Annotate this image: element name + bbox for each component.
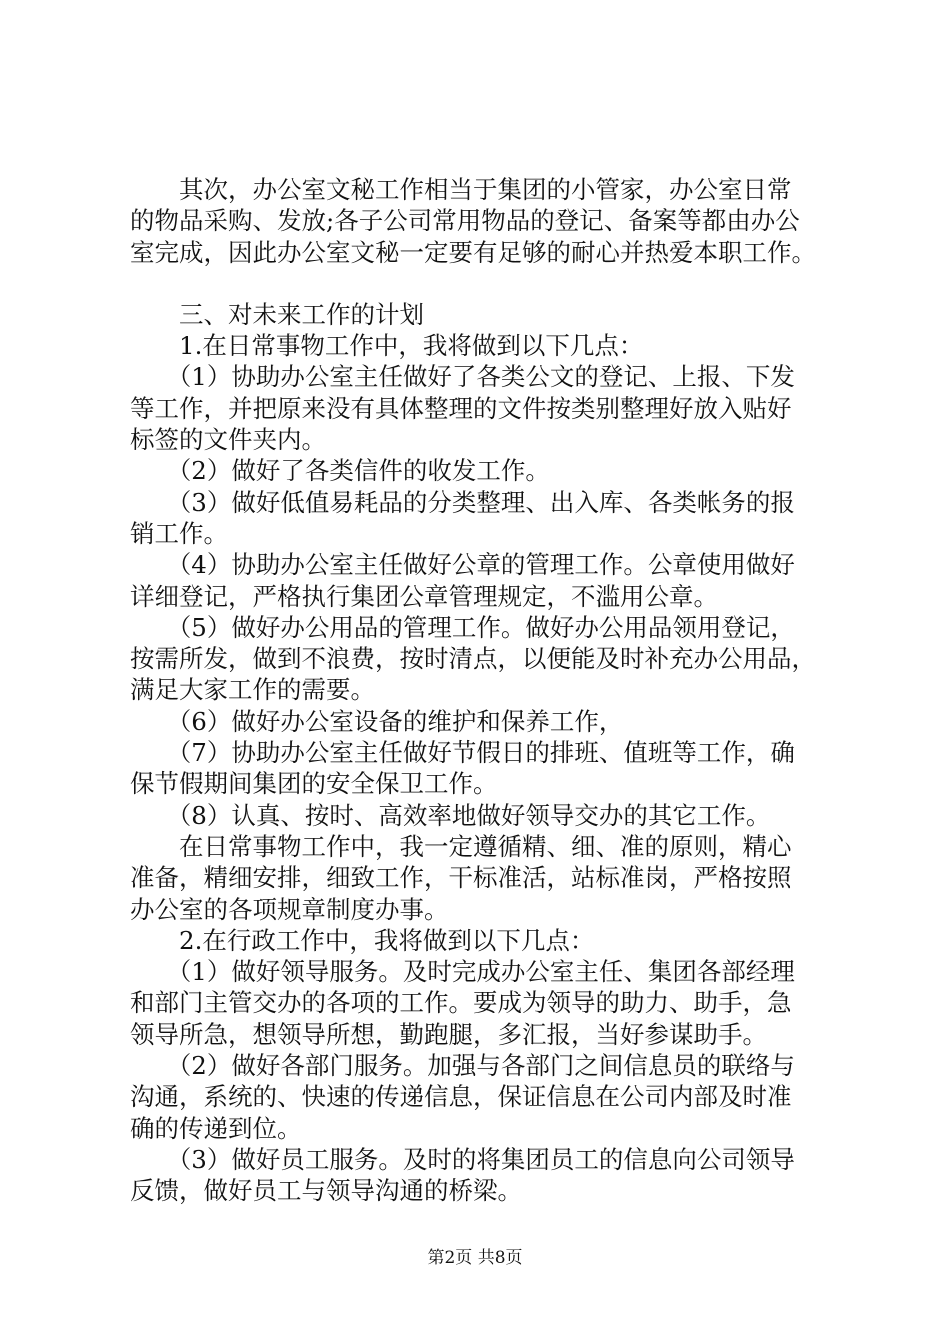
text-line: 领导所急，想领导所想，勤跑腿，多汇报，当好参谋助手。 <box>130 1019 767 1049</box>
document-body <box>130 174 848 1207</box>
text-line: （2）做好各部门服务。加强与各部门之间信息员的联络与 <box>130 1051 795 1081</box>
text-line: 标签的文件夹内。 <box>130 425 326 455</box>
text-line: 反馈，做好员工与领导沟通的桥梁。 <box>130 1176 522 1206</box>
text-line: 销工作。 <box>130 518 228 548</box>
text-line: 室完成，因此办公室文秘一定要有足够的耐心并热爱本职工作。 <box>130 237 816 267</box>
text-line: 1.在日常事物工作中，我将做到以下几点： <box>130 331 644 361</box>
text-line: 沟通，系统的、快速的传递信息，保证信息在公司内部及时准 <box>130 1082 792 1112</box>
text-line: 办公室的各项规章制度办事。 <box>130 894 449 924</box>
page-footer: 第2页 共8页 <box>427 1248 523 1268</box>
text-line: 准备，精细安排，细致工作，干标准活，站标准岗，严格按照 <box>130 863 792 893</box>
text-line: （1）协助办公室主任做好了各类公文的登记、上报、下发 <box>130 362 795 392</box>
text-line: （3）做好低值易耗品的分类整理、出入库、各类帐务的报 <box>130 487 795 517</box>
text-line: （4）协助办公室主任做好公章的管理工作。公章使用做好 <box>130 550 795 580</box>
text-line: （1）做好领导服务。及时完成办公室主任、集团各部经理 <box>130 957 795 987</box>
text-line: 等工作，并把原来没有具体整理的文件按类别整理好放入贴好 <box>130 393 792 423</box>
text-line: （6）做好办公室设备的维护和保养工作， <box>130 706 624 736</box>
text-line: 满足大家工作的需要。 <box>130 675 375 705</box>
text-line: 详细登记，严格执行集团公章管理规定，不滥用公章。 <box>130 581 718 611</box>
text-line: 和部门主管交办的各项的工作。要成为领导的助力、助手，急 <box>130 988 792 1018</box>
text-line: （7）协助办公室主任做好节假日的排班、值班等工作，确 <box>130 738 795 768</box>
text-line: 保节假期间集团的安全保卫工作。 <box>130 769 498 799</box>
text-line: 的物品采购、发放;各子公司常用物品的登记、备案等都由办公 <box>130 206 800 236</box>
text-line: 确的传递到位。 <box>130 1113 302 1143</box>
text-line: 在日常事物工作中，我一定遵循精、细、准的原则，精心 <box>130 831 792 861</box>
text-line: （8）认真、按时、高效率地做好领导交办的其它工作。 <box>130 800 771 830</box>
blank-line <box>130 268 848 299</box>
text-line: （2）做好了各类信件的收发工作。 <box>130 456 550 486</box>
text-line: 其次，办公室文秘工作相当于集团的小管家，办公室日常 <box>130 175 792 204</box>
text-line: 按需所发，做到不浪费，按时清点，以便能及时补充办公用品， <box>130 644 816 674</box>
text-line: （3）做好员工服务。及时的将集团员工的信息向公司领导 <box>130 1144 795 1174</box>
text-line: 三、对未来工作的计划 <box>130 299 424 329</box>
text-line: 2.在行政工作中，我将做到以下几点： <box>130 925 595 955</box>
text-line: （5）做好办公用品的管理工作。做好办公用品领用登记， <box>130 612 795 642</box>
